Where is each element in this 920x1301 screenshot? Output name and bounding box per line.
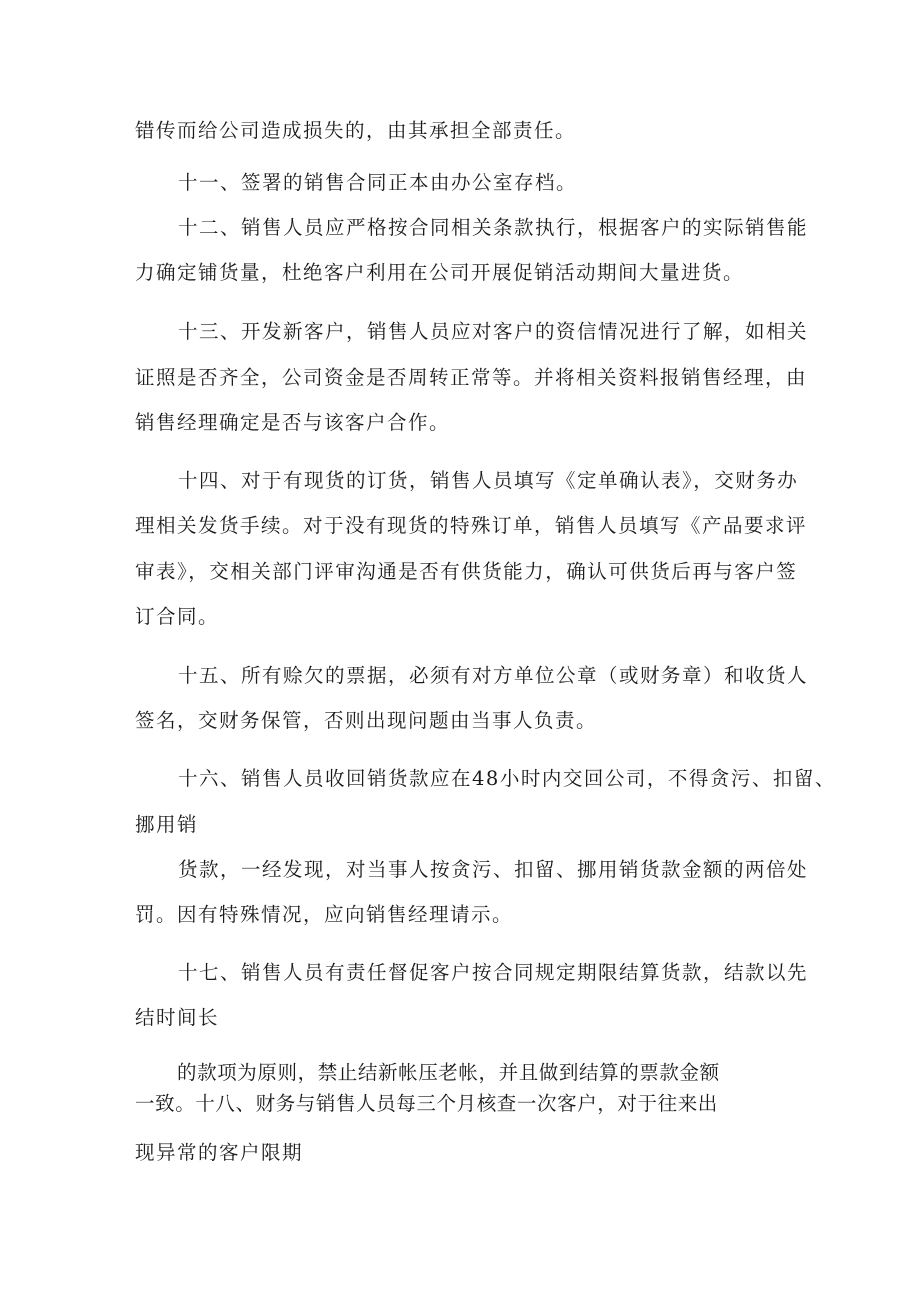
text-line: 十四、对于有现货的订货，销售人员填写《定单确认表》，交财务办 bbox=[178, 469, 799, 492]
text-line: 销售经理确定是否与该客户合作。 bbox=[135, 411, 451, 434]
text-line: 证照是否齐全，公司资金是否周转正常等。并将相关资料报销售经理，由 bbox=[135, 366, 808, 389]
text-line: 十二、销售人员应严格按合同相关条款执行，根据客户的实际销售能 bbox=[178, 216, 809, 239]
text-line: 十六、销售人员收回销货款应在48小时内交回公司，不得贪污、扣留、 bbox=[178, 767, 836, 790]
text-line: 现异常的客户限期 bbox=[135, 1141, 304, 1164]
text-line: 十五、所有赊欠的票据，必须有对方单位公章（或财务章）和收货人 bbox=[178, 664, 809, 687]
text-line: 理相关发货手续。对于没有现货的特殊订单，销售人员填写《产品要求评 bbox=[135, 514, 808, 537]
text-line: 结时间长 bbox=[135, 1006, 220, 1029]
text-line: 的款项为原则，禁止结新帐压老帐，并且做到结算的票款金额 bbox=[177, 1061, 720, 1084]
text-line: 货款，一经发现，对当事人按贪污、扣留、挪用销货款金额的两倍处 bbox=[178, 858, 809, 881]
text-line: 挪用销 bbox=[135, 813, 199, 836]
text-line: 十三、开发新客户，销售人员应对客户的资信情况进行了解，如相关 bbox=[178, 320, 809, 343]
text-line: 力确定铺货量，杜绝客户利用在公司开展促销活动期间大量进货。 bbox=[135, 261, 745, 284]
text-line: 一致。十八、财务与销售人员每三个月核查一次客户，对于往来出 bbox=[135, 1092, 718, 1115]
text-line: 审表》，交相关部门评审沟通是否有供货能力，确认可供货后再与客户签 bbox=[135, 560, 798, 583]
text-line: 十七、销售人员有责任督促客户按合同规定期限结算货款，结款以先 bbox=[178, 961, 809, 984]
text-line: 错传而给公司造成损失的，由其承担全部责任。 bbox=[135, 119, 577, 142]
text-line: 订合同。 bbox=[135, 605, 220, 628]
text-line: 十一、签署的销售合同正本由办公室存档。 bbox=[178, 171, 578, 194]
text-line: 签名，交财务保管，否则出现问题由当事人负责。 bbox=[135, 709, 598, 732]
text-line: 罚。因有特殊情况，应向销售经理请示。 bbox=[135, 903, 514, 926]
